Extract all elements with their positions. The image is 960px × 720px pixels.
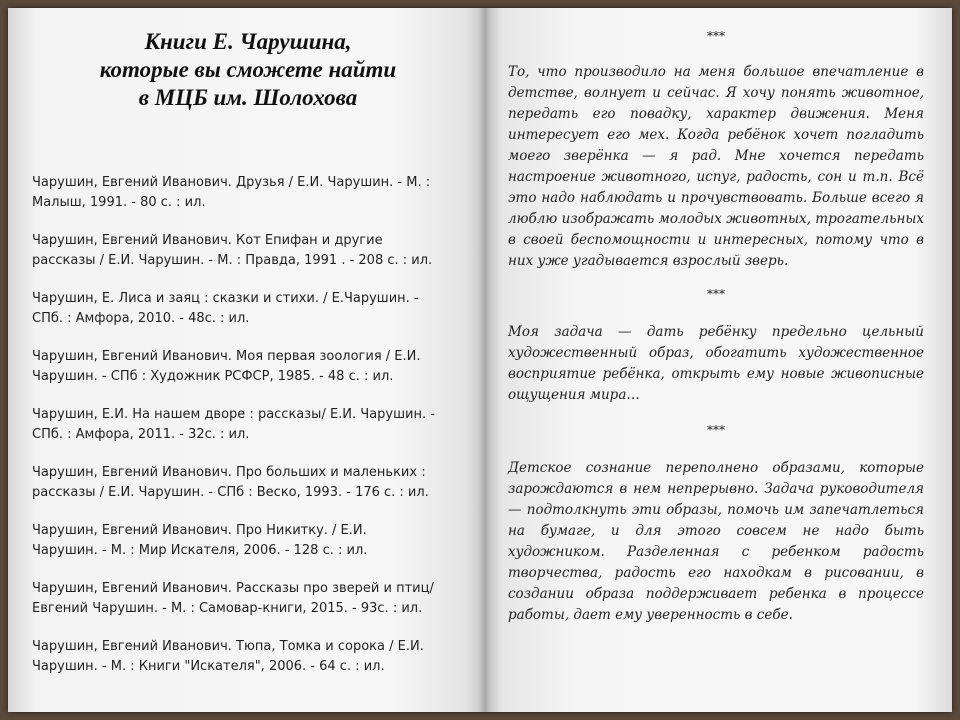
book-entry [32, 579, 472, 619]
book-entry-line: рассказы / Е.И. Чарушин. - СПб : Веско, 1993. - 176 с. : ил. [32, 485, 429, 500]
book-spine [478, 8, 492, 712]
book-entry-line: Чарушин. - М. : Мир Искателя, 2006. - 128 с. : ил. [32, 543, 368, 558]
separator: *** [707, 29, 725, 43]
book-entry [32, 289, 472, 329]
left-page [8, 8, 484, 712]
book-entry-line: Чарушин. - СПб : Художник РСФСР, 1985. - 48 с. : ил. [32, 369, 394, 384]
title-line: в МЦБ им. Шолохова [138, 85, 358, 110]
book-entry-line: Чарушин, Евгений Иванович. Кот Епифан и другие [32, 233, 383, 248]
quote-paragraph: Детское сознание переполнено образами, которые зарождаются в нем непрерывно. Задача руководителя — подтолкнуть эти образы, помочь им запечатлеться на бумаге, и для этого совсем не надо быть художником. Разделенная с ребенком радость творчества, радость его находкам в рисовании, в создании образа поддерживает ребенка в процессе работы, дает ему уверенность в себе. [508, 460, 924, 623]
right-page [484, 8, 952, 712]
book-entry-line: СПб. : Амфора, 2010. - 48с. : ил. [32, 311, 250, 326]
book-entry-line: СПб. : Амфора, 2011. - 32с. : ил. [32, 427, 250, 442]
book-entry [32, 405, 472, 445]
quote-paragraph: Моя задача — дать ребёнку предельно цельный художественный образ, обогатить художественное восприятие ребёнка, открыть ему новые живописные ощущения мира… [508, 324, 924, 403]
book-entry-line: Чарушин, Евгений Иванович. Друзья / Е.И. Чарушин. - М. : [32, 175, 431, 190]
separator: *** [707, 423, 725, 437]
book-entry-line: Малыш, 1991. - 80 с. : ил. [32, 195, 206, 210]
book-list [32, 173, 472, 695]
book-entry-line: Чарушин, Евгений Иванович. Про Никитку. / Е.И. [32, 523, 367, 538]
quotes-block [508, 28, 924, 626]
book-entry-line: Чарушин, Евгений Иванович. Рассказы про зверей и птиц/ [32, 581, 434, 596]
title-line: Книги Е. Чарушина, [144, 29, 352, 54]
book-entry [32, 173, 472, 213]
book-entry [32, 347, 472, 387]
quote-paragraph: То, что производило на меня большое впечатление в детстве, волнует и сейчас. Я хочу понять животное, передать его повадку, характер движения. Меня интересует его мех. Когда ребёнок хочет погладить моего зверёнка — я рад. Мне хочется передать настроение животного, испуг, радость, сон и т.п. Всё это надо наблюдать и прочувствовать. Больше всего я люблю изображать молодых животных, трогательных в своей беспомощности и интересных, потому что в них уже угадывается взрослый зверь. [508, 64, 924, 269]
book-entry-line: Чарушин, Е. Лиса и заяц : сказки и стихи. / Е.Чарушин. - [32, 291, 419, 306]
book-entry-line: рассказы / Е.И. Чарушин. - М. : Правда, 1991 . - 208 с. : ил. [32, 253, 433, 268]
book-entry-line: Чарушин, Евгений Иванович. Про больших и маленьких : [32, 465, 426, 480]
book-entry [32, 231, 472, 271]
book-entry-line: Евгений Чарушин. - М. : Самовар-книги, 2015. - 93с. : ил. [32, 601, 423, 616]
title-line: которые вы сможете найти [99, 57, 397, 82]
book-entry [32, 637, 472, 677]
open-book [8, 8, 952, 712]
book-entry-line: Чарушин. - М. : Книги "Искателя", 2006. - 64 с. : ил. [32, 659, 385, 674]
book-entry [32, 521, 472, 561]
book-entry-line: Чарушин, Е.И. На нашем дворе : рассказы/ Е.И. Чарушин. - [32, 407, 435, 422]
separator: *** [707, 287, 725, 301]
book-entry-line: Чарушин, Евгений Иванович. Тюпа, Томка и сорока / Е.И. [32, 639, 424, 654]
book-entry-line: Чарушин, Евгений Иванович. Моя первая зоология / Е.И. [32, 349, 421, 364]
page-title [38, 28, 458, 112]
book-entry [32, 463, 472, 503]
